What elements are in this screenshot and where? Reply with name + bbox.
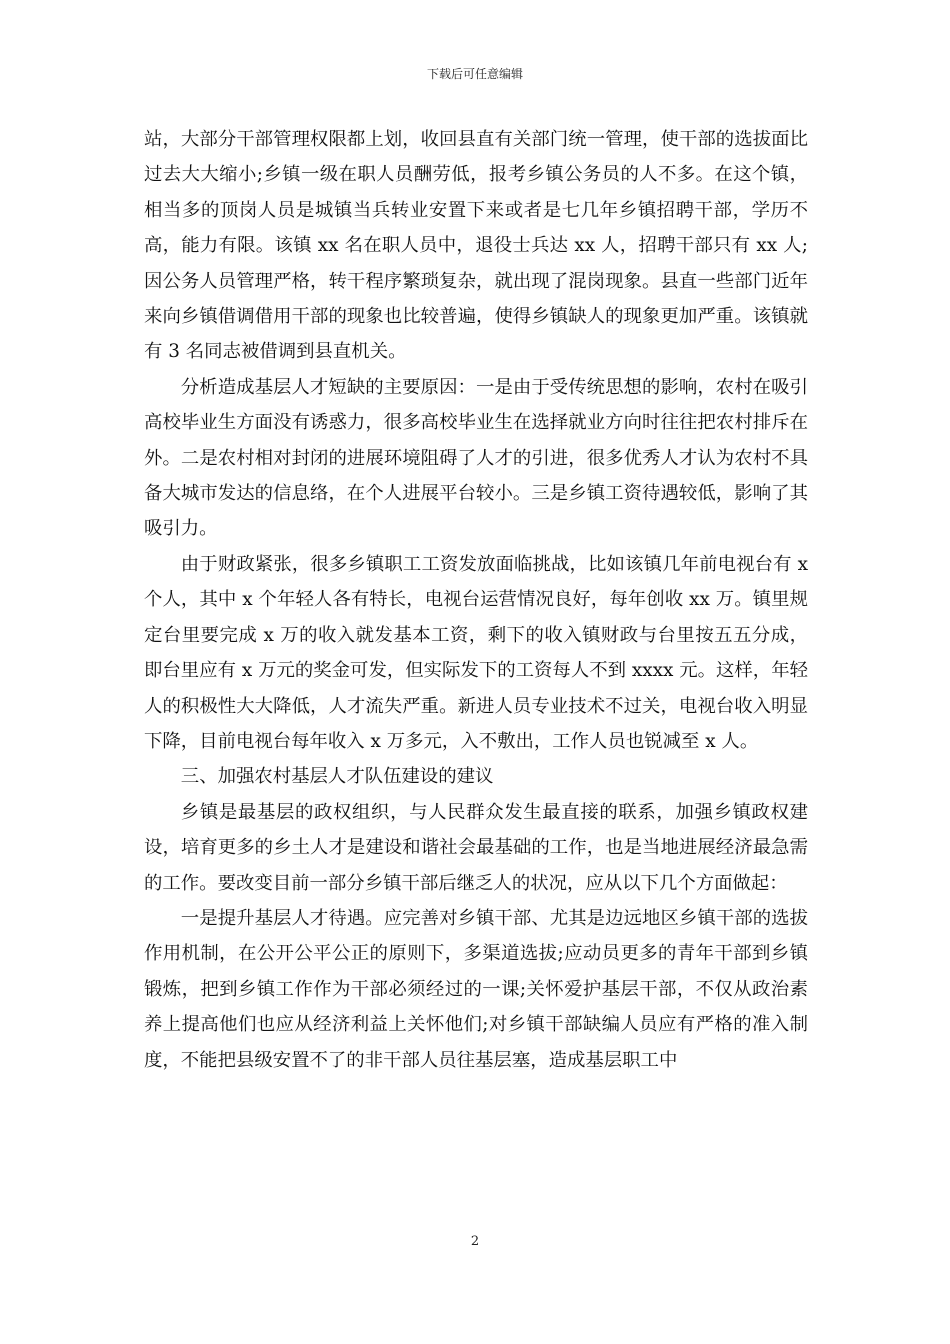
paragraph-3: 由于财政紧张，很多乡镇职工工资发放面临挑战，比如该镇几年前电视台有 x 个人，其中 x 个年轻人各有特长，电视台运营情况良好，每年创收 xx 万。镇里规定台里要完成 x 万的收入就发基本工资，剩下的收入镇财政与台里按五五分成，即台里应有 x 万元的奖金可发，但实际发下的工资每人不到 xxxx 元。这样，年轻人的积极性大大降低，人才流失严重。新进人员专业技术不过关，电视台收入明显下降，目前电视台每年收入 x 万多元，入不敷出，工作人员也锐减至 x 人。 <box>144 553 808 752</box>
section-heading: 三、加强农村基层人才队伍建设的建议 <box>180 766 494 788</box>
page-number: 2 <box>470 1234 480 1249</box>
paragraph-5: 一是提升基层人才待遇。应完善对乡镇干部、尤其是边远地区乡镇干部的选拔作用机制，在公开公平公正的原则下，多渠道选拔;应动员更多的青年干部到乡镇锻炼，把到乡镇工作作为干部必须经过的一课;关怀爱护基层干部，不仅从政治素养上提高他们也应从经济利益上关怀他们;对乡镇干部缺编人员应有严格的准入制度，不能把县级安置不了的非干部人员往基层塞，造成基层职工中 <box>144 907 808 1071</box>
page-header: 下载后可任意编辑 <box>426 67 523 81</box>
paragraph-2: 分析造成基层人才短缺的主要原因：一是由于受传统思想的影响，农村在吸引高校毕业生方面没有诱惑力，很多高校毕业生在选择就业方向时往往把农村排斥在外。二是农村相对封闭的进展环境阻碍了人才的引进，很多优秀人才认为农村不具备大城市发达的信息络，在个人进展平台较小。三是乡镇工资待遇较低，影响了其吸引力。 <box>144 376 808 540</box>
document-body <box>144 122 808 1078</box>
paragraph-4: 乡镇是最基层的政权组织，与人民群众发生最直接的联系，加强乡镇政权建设，培育更多的乡土人才是建设和谐社会最基础的工作，也是当地进展经济最急需的工作。要改变目前一部分乡镇干部后继乏人的状况，应从以下几个方面做起： <box>144 801 808 894</box>
paragraph-1: 站，大部分干部管理权限都上划，收回县直有关部门统一管理，使干部的选拔面比过去大大缩小;乡镇一级在职人员酬劳低，报考乡镇公务员的人不多。在这个镇，相当多的顶岗人员是城镇当兵转业安置下来或者是七几年乡镇招聘干部，学历不高，能力有限。该镇 xx 名在职人员中，退役士兵达 xx 人，招聘干部只有 xx 人;因公务人员管理严格，转干程序繁琐复杂，就出现了混岗现象。县直一些部门近年来向乡镇借调借用干部的现象也比较普遍，使得乡镇缺人的现象更加严重。该镇就有 3 名同志被借调到县直机关。 <box>144 129 808 363</box>
